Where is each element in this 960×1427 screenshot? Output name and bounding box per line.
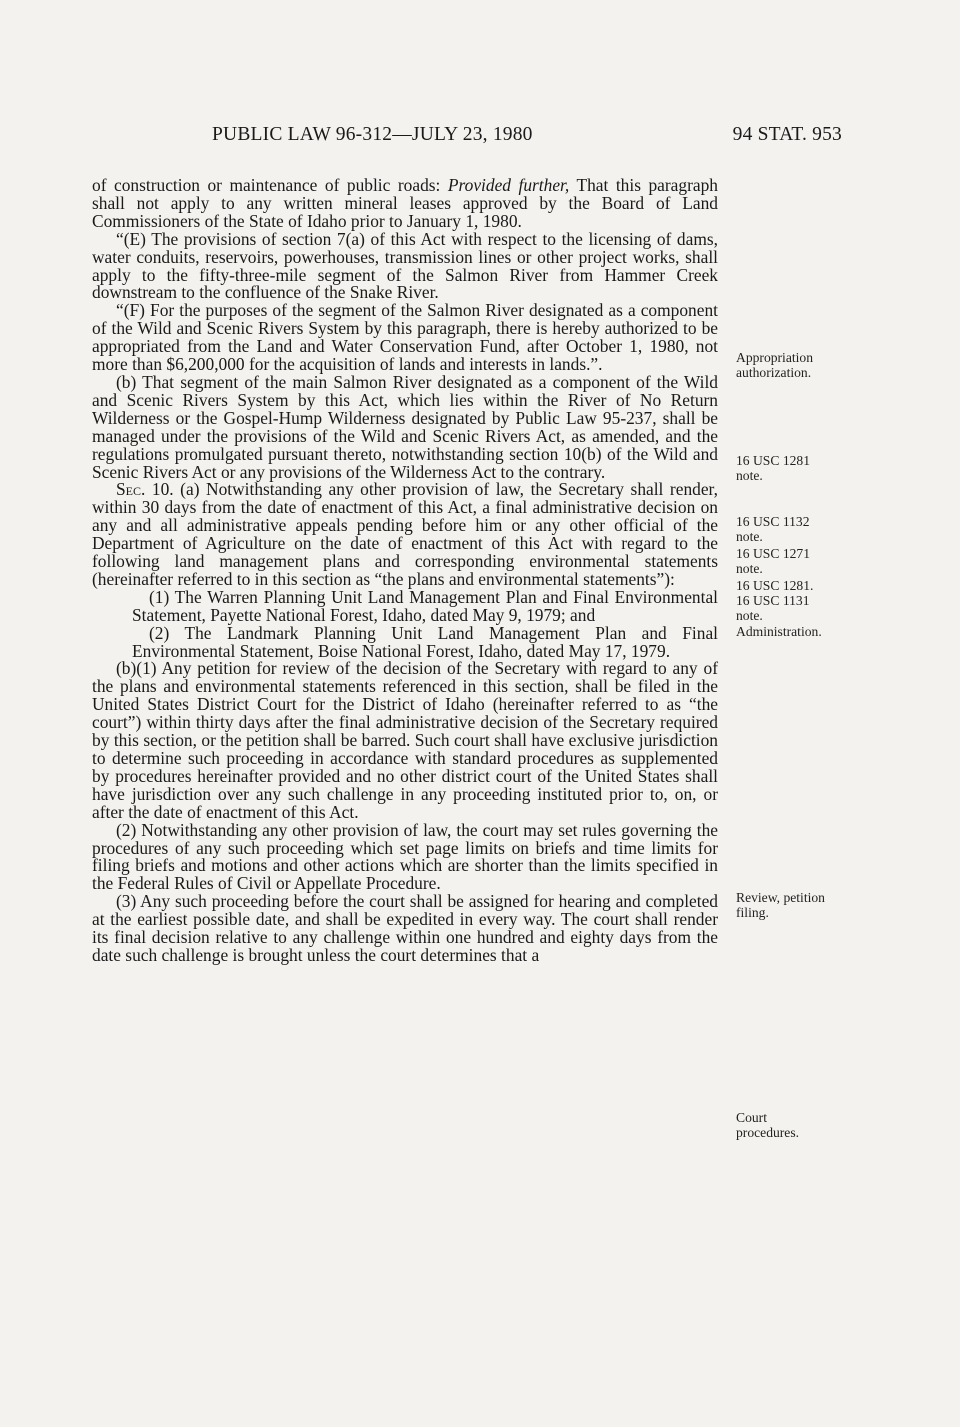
section-label: Sec. [116, 479, 146, 500]
list-item-landmark: (2) The Landmark Planning Unit Land Management Plan and Final Environmental Statement, Boise National Forest, Idaho, dated May 17, 1979. [132, 622, 718, 661]
paragraph-b1-petition: (b)(1) Any petition for review of the decision of the Secretary with regard to any of the plans and environmental statements referenced in this section, shall be filed in the United States District Court for the District of Idaho (hereinafter referred to as “the court”) within thirty days after the final administrative decision of the Secretary required by this section, or the petition shall be barred. Such court shall have exclusive jurisdiction to determine such proceeding in accordance with standard procedures as supplemented by procedures hereinafter provided and no other district court of the United States shall have jurisdiction over any such challenge in any proceeding instituted prior to, on, or after the date of enactment of this Act. [92, 658, 718, 822]
page-header [92, 124, 842, 150]
section-10-a: Sec. 10. (a) Notwithstanding any other provision of law, the Secretary shall render, within 30 days from the date of enactment of this Act, a final administrative decision on any and all administrative appeals pending before him or any other official of the Department of Agriculture on the date of enactment of this Act with regard to the following land management plans and corresponding environmental statements (hereinafter referred to in this section as “the plans and environmental statements”): [92, 479, 718, 589]
list-item-warren: (1) The Warren Planning Unit Land Management Plan and Final Environmental Statement, Payette National Forest, Idaho, dated May 9, 1979; and [132, 586, 718, 625]
paragraph-b3-proceeding: (3) Any such proceeding before the court shall be assigned for hearing and completed at the earliest possible date, and shall be expedited in every way. The court shall render its final decision relative to any challenge within one hundred and eighty days from the date such challenge is brought unless the court determines that a [92, 891, 718, 965]
margin-note-appropriation: Appropriation authorization. [736, 350, 814, 380]
proviso-italic: Provided further, [447, 175, 570, 195]
margin-note-usc-1271: 16 USC 1271 note. [736, 546, 811, 576]
paragraph-e: “(E) The provisions of section 7(a) of this Act with respect to the licensing of dams, water conduits, reservoirs, powerhouses, transmission lines or other project works, shall apply to the fifty-three-mile segment of the Salmon River from Hammer Creek downstream to the confluence of the Snake River. [92, 228, 718, 303]
margin-note-court: Court procedures. [736, 1110, 800, 1140]
paragraph-b2-rules: (2) Notwithstanding any other provision of law, the court may set rules governing the procedures of any such proceeding which set page limits on briefs and time limits for filing briefs and motions and other actions which are shorter than the limits specified in the Federal Rules of Civil or Appellate Procedure. [92, 819, 718, 894]
margin-note-usc-1131: 16 USC 1131 note. [736, 593, 810, 623]
header-title: PUBLIC LAW 96-312—JULY 23, 1980 [212, 124, 533, 145]
margin-note-usc-1281-b: 16 USC 1281. [736, 578, 814, 593]
margin-note-administration: Administration. [736, 624, 822, 639]
paragraph-b-segment: (b) That segment of the main Salmon River designated as a component of the Wild and Scenic Rivers System by this Act, which lies within the River of No Return Wilderness or the Gospel-Hump Wilderness designated by Public Law 95-237, shall be managed under the provisions of the Wild and Scenic Rivers Act, as amended, and the regulations promulgated pursuant thereto, notwithstanding section 10(b) of the Wild and Scenic Rivers Act or any provisions of the Wilderness Act to the contrary. [92, 371, 718, 482]
paragraph-f: “(F) For the purposes of the segment of the Salmon River designated as a component of the Wild and Scenic Rivers System by this paragraph, there is hereby authorized to be appropriated from the Land and Water Conservation Fund, after October 1, 1980, not more than $6,200,000 for the acquisition of lands and interests in lands.”. [92, 300, 718, 375]
header-stat-number: 94 STAT. 953 [732, 124, 842, 145]
margin-note-usc-1281: 16 USC 1281 note. [736, 453, 811, 483]
statute-text [92, 177, 718, 965]
paragraph-continuation: of construction or maintenance of public roads: Provided further, That this paragraph shall not apply to any written mineral leases approved by the Board of Land Commissioners of the State of Idaho prior to January 1, 1980. [92, 175, 719, 231]
margin-note-review: Review, petition filing. [736, 890, 825, 920]
margin-note-usc-1132: 16 USC 1132 note. [736, 514, 810, 544]
